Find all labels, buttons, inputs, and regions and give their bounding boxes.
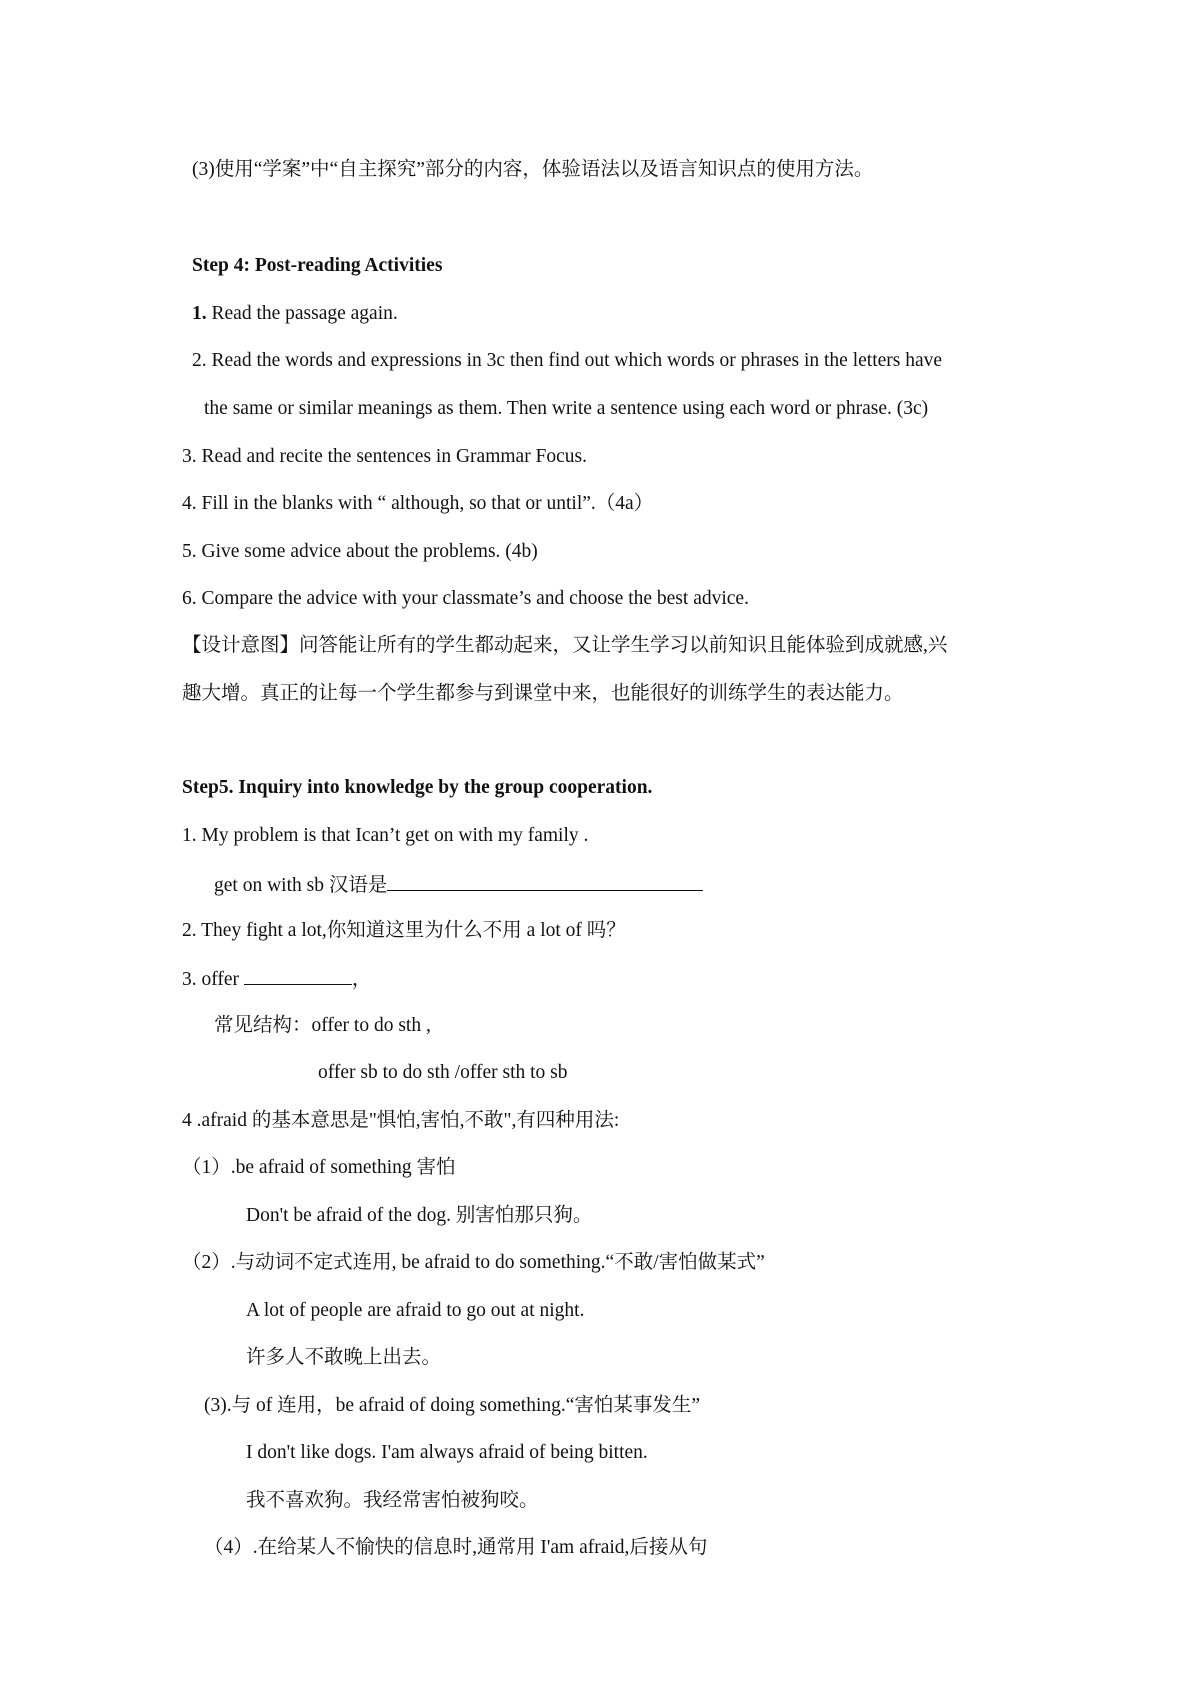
question-3-prefix: 3. offer bbox=[182, 969, 244, 990]
usage-3: (3).与 of 连用，be afraid of doing something.“害怕某事发生” bbox=[204, 1395, 701, 1416]
step4-heading: Step 4: Post-reading Activities bbox=[192, 255, 443, 276]
step5-question-1: 1. My problem is that Ican’t get on with my family . bbox=[182, 825, 589, 846]
question-1-sub-text: get on with sb 汉语是 bbox=[214, 875, 388, 896]
step5-question-3 bbox=[182, 966, 371, 992]
step4-item-2-line-b: the same or similar meanings as them. Then write a sentence using each word or phrase. (3c) bbox=[204, 398, 929, 419]
step4-item-1-text: Read the passage again. bbox=[206, 303, 398, 324]
usage-2-example: A lot of people are afraid to go out at night. bbox=[246, 1300, 585, 1321]
step5-heading: Step5. Inquiry into knowledge by the group cooperation. bbox=[182, 777, 653, 798]
question-3-structure-b: offer sb to do sth /offer sth to sb bbox=[318, 1062, 568, 1083]
step4-item-4: 4. Fill in the blanks with “ although, so that or until”.（4a） bbox=[182, 493, 654, 514]
usage-4: （4）.在给某人不愉快的信息时,通常用 I'am afraid,后接从句 bbox=[204, 1537, 708, 1558]
design-intent-line-a: 【设计意图】问答能让所有的学生都动起来，又让学生学习以前知识且能体验到成就感,兴 bbox=[182, 635, 948, 656]
usage-3-example: I don't like dogs. I'am always afraid of being bitten. bbox=[246, 1442, 648, 1463]
step4-item-1 bbox=[192, 302, 398, 326]
step5-question-2: 2. They fight a lot,你知道这里为什么不用 a lot of 吗？ bbox=[182, 920, 626, 941]
usage-2-translation: 许多人不敢晚上出去。 bbox=[246, 1347, 442, 1368]
usage-1-example: Don't be afraid of the dog. 别害怕那只狗。 bbox=[246, 1205, 593, 1226]
step4-item-6: 6. Compare the advice with your classmate’s and choose the best advice. bbox=[182, 588, 749, 609]
design-intent-line-b: 趣大增。真正的让每一个学生都参与到课堂中来，也能很好的训练学生的表达能力。 bbox=[182, 683, 904, 704]
step4-item-2-line-a: 2. Read the words and expressions in 3c then find out which words or phrases in the letters have bbox=[192, 350, 943, 371]
usage-3-translation: 我不喜欢狗。我经常害怕被狗咬。 bbox=[246, 1490, 539, 1511]
step5-question-1-sub bbox=[214, 872, 703, 898]
usage-1: （1）.be afraid of something 害怕 bbox=[182, 1157, 456, 1178]
question-3-structure-a: 常见结构：offer to do sth , bbox=[214, 1015, 431, 1036]
step4-item-3: 3. Read and recite the sentences in Grammar Focus. bbox=[182, 446, 588, 467]
usage-2: （2）.与动词不定式连用, be afraid to do something.“不敢/害怕做某式” bbox=[182, 1252, 765, 1273]
answer-blank-2[interactable] bbox=[244, 966, 352, 985]
question-3-suffix: ， bbox=[351, 969, 372, 990]
answer-blank-1[interactable] bbox=[387, 872, 703, 891]
step4-item-1-number: 1. bbox=[192, 303, 207, 324]
step4-item-5: 5. Give some advice about the problems. (4b) bbox=[182, 541, 538, 562]
step5-question-4: 4 .afraid 的基本意思是"惧怕,害怕,不敢",有四种用法: bbox=[182, 1110, 620, 1131]
intro-line-3: (3)使用“学案”中“自主探究”部分的内容，体验语法以及语言知识点的使用方法。 bbox=[192, 159, 874, 180]
